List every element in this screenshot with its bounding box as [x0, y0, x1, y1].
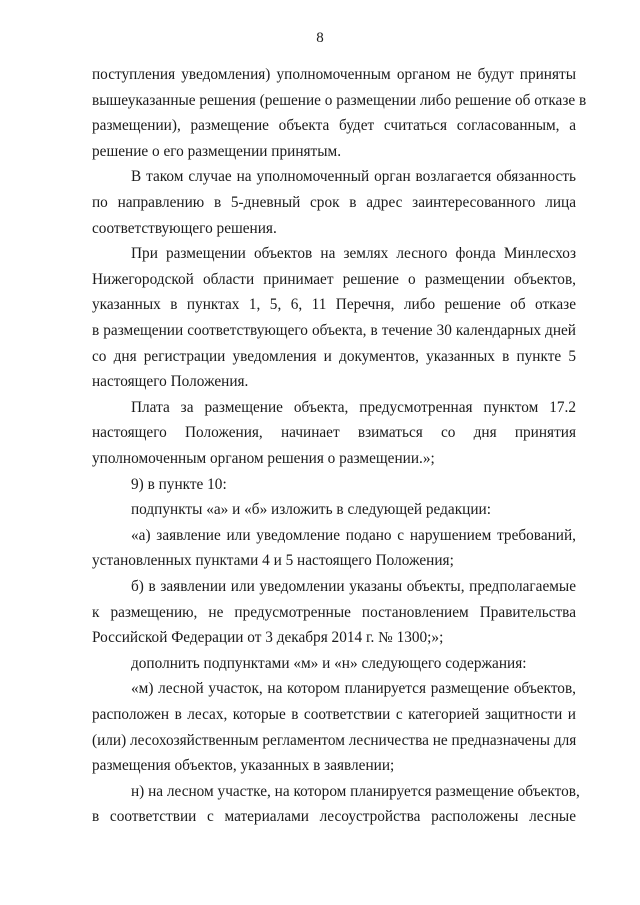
text-line: В таком случае на уполномоченный орган возлагается обязанность	[131, 168, 576, 186]
text-line: настоящего Положения.	[92, 373, 249, 391]
text-line: по направлению в 5-дневный срок в адрес заинтересованного лица	[92, 194, 576, 211]
text-line: Российской Федерации от 3 декабря 2014 г. № 1300;»;	[92, 629, 444, 647]
text-line: указанных в пунктах 1, 5, 6, 11 Перечня, либо решение об отказе	[92, 296, 576, 314]
text-line: решение о его размещении принятым.	[92, 142, 342, 160]
text-line: расположен в лесах, которые в соответствии с категорией защитности и	[92, 706, 576, 723]
text-line: 9) в пункте 10:	[131, 475, 227, 493]
text-line: н) на лесном участке, на котором планируется размещение объектов,	[131, 782, 580, 800]
text-line: настоящего Положения, начинает взиматься со дня принятия	[92, 424, 576, 442]
text-line: При размещении объектов на землях лесного фонда Минлесхоз	[131, 245, 576, 263]
text-line: в соответствии с материалами лесоустройства расположены лесные	[92, 808, 576, 826]
text-line: размещения объектов, указанных в заявлении;	[92, 757, 395, 775]
text-line: (или) лесохозяйственным регламентом лесничества не предназначены для	[92, 731, 577, 749]
text-line: размещении), размещение объекта будет считаться согласованным, а	[92, 117, 576, 135]
text-line: в размещении соответствующего объекта, в течение 30 календарных дней	[92, 322, 576, 339]
text-line: к размещению, не предусмотренные постановлением Правительства	[92, 603, 576, 621]
text-line: соответствующего решения.	[92, 219, 277, 237]
text-line: установленных пунктами 4 и 5 настоящего Положения;	[92, 552, 454, 570]
text-line: Плата за размещение объекта, предусмотренная пунктом 17.2	[131, 398, 576, 416]
page-number: 8	[316, 30, 324, 46]
text-line: уполномоченным органом решения о размещении.»;	[92, 450, 435, 467]
text-line: б) в заявлении или уведомлении указаны объекты, предполагаемые	[131, 578, 576, 595]
text-line: со дня регистрации уведомления и документов, указанных в пункте 5	[92, 347, 576, 365]
text-line: поступления уведомления) уполномоченным органом не будут приняты	[92, 66, 576, 83]
text-line: «м) лесной участок, на котором планируется размещение объектов,	[131, 680, 576, 698]
text-line: «а) заявление или уведомление подано с нарушением требований,	[131, 526, 576, 544]
text-line: дополнить подпунктами «м» и «н» следующего содержания:	[131, 654, 527, 672]
text-line: подпункты «а» и «б» изложить в следующей редакции:	[131, 501, 491, 519]
text-line: вышеуказанные решения (решение о размещении либо решение об отказе в	[92, 91, 587, 109]
text-line: Нижегородской области принимает решение о размещении объектов,	[92, 270, 576, 288]
